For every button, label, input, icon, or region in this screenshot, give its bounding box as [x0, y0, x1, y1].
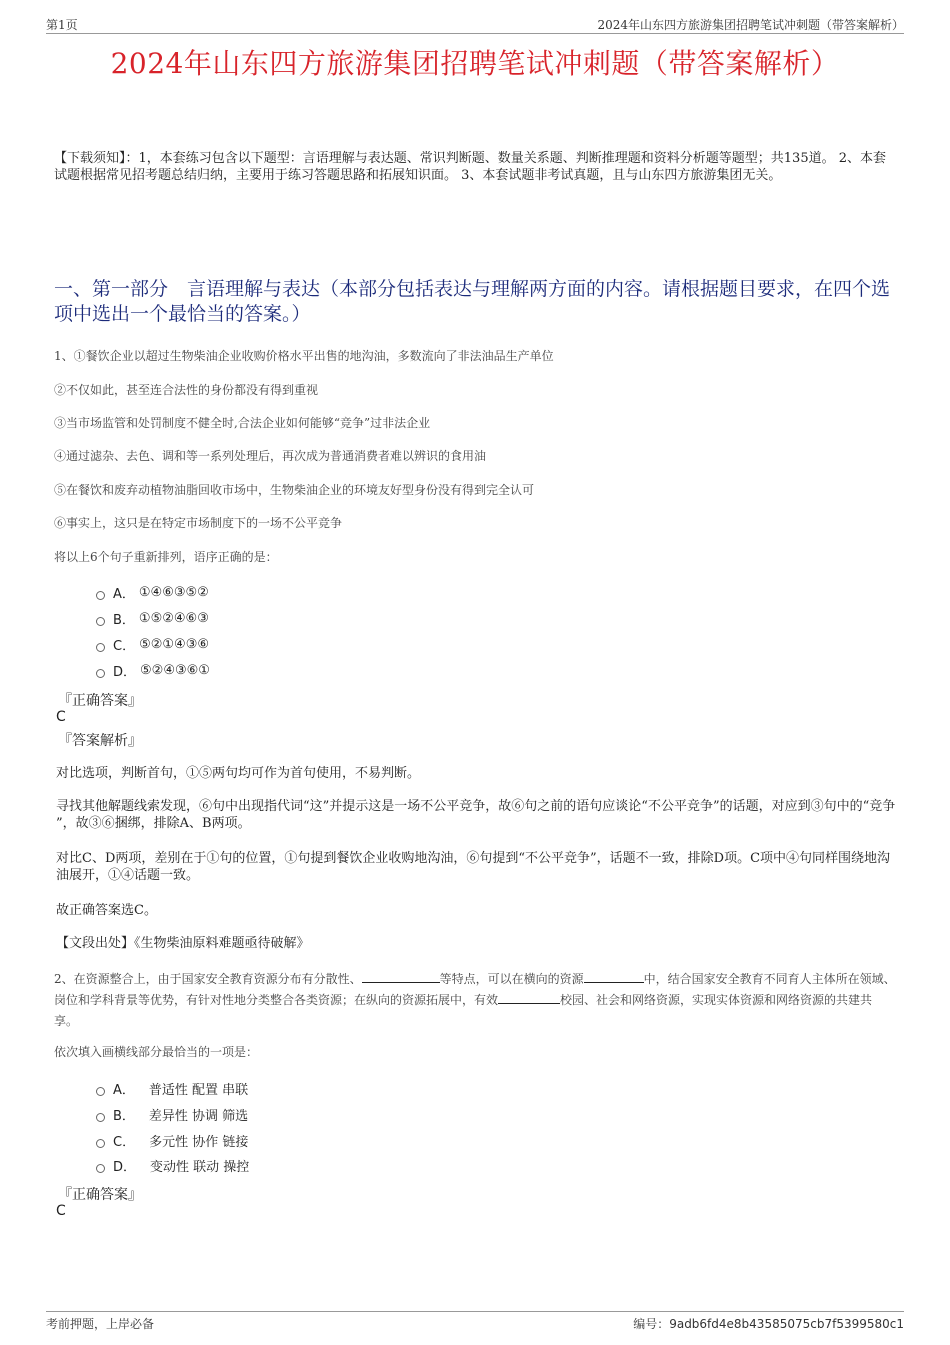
option-label: A．	[113, 587, 135, 602]
q1-option-a[interactable]	[96, 583, 209, 602]
footer-slogan: 考前押题，上岸必备	[46, 1317, 155, 1331]
q2-stem-part-4: 校园、社会和网络资源，实现实体资源和网络资源的共建共享。	[54, 993, 873, 1028]
option-text: 普适性 配置 串联	[148, 1083, 249, 1098]
radio-icon[interactable]	[96, 1113, 105, 1122]
option-label: B．	[113, 613, 135, 628]
header-doc-title: 2024年山东四方旅游集团招聘笔试冲刺题（带答案解析）	[597, 18, 904, 32]
q2-stem-part-1: 2、在资源整合上，由于国家安全教育资源分布有分散性、	[54, 972, 362, 986]
option-label: A．	[113, 1083, 135, 1098]
radio-icon[interactable]	[96, 617, 105, 626]
q2-prompt: 依次填入画横线部分最恰当的一项是：	[54, 1045, 259, 1059]
q1-analysis-3: 对比C、D两项，差别在于①句的位置，①句提到餐饮企业收购地沟油，⑥句提到“不公平竞争”，话题不一致，排除D项。C项中④句同样围绕地沟油展开，①④话题一致。	[56, 851, 891, 883]
q1-sentence-5: ⑤在餐饮和废弃动植物油脂回收市场中，生物柴油企业的环境友好型身份没有得到完全认可	[54, 483, 535, 497]
option-label: C．	[113, 639, 136, 654]
footer-code	[633, 1315, 904, 1332]
q2-option-b[interactable]	[96, 1105, 248, 1124]
q1-sentence-4: ④通过滤杂、去色、调和等一系列处理后，再次成为普通消费者难以辨识的食用油	[54, 449, 487, 463]
option-text: ①⑤②④⑥③	[138, 611, 209, 626]
footer-divider	[46, 1311, 904, 1312]
q1-analysis-1: 对比选项，判断首句，①⑤两句均可作为首句使用，不易判断。	[56, 766, 421, 781]
q1-answer-label: 『正确答案』	[58, 693, 142, 709]
option-text: ⑤②④③⑥①	[140, 663, 210, 678]
q1-option-c[interactable]	[96, 635, 209, 654]
footer-code-value: 9adb6fd4e8b43585075cb7f5399580c1	[669, 1317, 904, 1331]
option-label: C．	[113, 1135, 136, 1150]
q2-option-d[interactable]	[96, 1156, 249, 1175]
q2-answer-label: 『正确答案』	[58, 1187, 142, 1203]
section-heading: 一、第一部分 言语理解与表达（本部分包括表达与理解两方面的内容。请根据题目要求，在四个选项中选出一个最恰当的答案。）	[54, 278, 891, 325]
option-text: 差异性 协调 筛选	[148, 1109, 249, 1124]
radio-icon[interactable]	[96, 1139, 105, 1148]
footer-code-label: 编号：	[633, 1317, 670, 1331]
q1-sentence-3: ③当市场监管和处罚制度不健全时,合法企业如何能够“竞争”过非法企业	[54, 416, 431, 430]
q2-stem-part-2: 等特点，可以在横向的资源	[439, 972, 584, 986]
q2-stem	[54, 969, 896, 1032]
q2-blank-1	[362, 970, 440, 983]
option-text: 变动性 联动 操控	[150, 1160, 250, 1175]
radio-icon[interactable]	[96, 591, 105, 600]
q2-blank-3	[498, 991, 560, 1004]
download-notice: 【下载须知】：1，本套练习包含以下题型：言语理解与表达题、常识判断题、数量关系题、判断推理题和资料分析题等题型；共135道。 2、本套试题根据常见招考题总结归纳，主要用于练习答题思路和拓展知识面。 3、本套试题非考试真题，且与山东四方旅游集团无关。	[54, 151, 886, 183]
q2-option-c[interactable]	[96, 1131, 248, 1150]
q2-blank-2	[584, 970, 644, 983]
q1-source: 【文段出处】《生物柴油原料难题亟待破解》	[56, 936, 310, 951]
q1-sentence-2: ②不仅如此，甚至连合法性的身份都没有得到重视	[54, 383, 319, 397]
q1-analysis-label: 『答案解析』	[58, 733, 142, 749]
q1-analysis-4: 故正确答案选C。	[56, 903, 157, 918]
q1-option-d[interactable]	[96, 661, 210, 680]
option-text: ①④⑥③⑤②	[138, 585, 209, 600]
header-divider	[46, 33, 904, 34]
q1-option-b[interactable]	[96, 609, 209, 628]
q2-stem-part-3: 中，结合国家安全教育不同育人主体所在领域、岗位和学科背景等优势，有针对性地分类整合各类资源；在纵向的资源拓展中，有效	[54, 972, 896, 1007]
q2-option-a[interactable]	[96, 1079, 248, 1098]
q1-sentence-6: ⑥事实上，这只是在特定市场制度下的一场不公平竞争	[54, 516, 343, 530]
option-text: ⑤②①④③⑥	[139, 637, 210, 652]
option-label: D．	[113, 1160, 137, 1175]
radio-icon[interactable]	[96, 1164, 105, 1173]
q1-prompt: 将以上6个句子重新排列，语序正确的是：	[54, 550, 278, 564]
q2-answer: C	[56, 1203, 66, 1219]
option-label: D．	[113, 665, 137, 680]
option-text: 多元性 协作 链接	[149, 1135, 249, 1150]
radio-icon[interactable]	[96, 643, 105, 652]
q1-answer: C	[56, 709, 66, 725]
q1-sentence-1: 1、①餐饮企业以超过生物柴油企业收购价格水平出售的地沟油，多数流向了非法油品生产单位	[54, 349, 554, 363]
q1-analysis-2: 寻找其他解题线索发现，⑥句中出现指代词“这”并提示这是一场不公平竞争，故⑥句之前的语句应谈论“不公平竞争”的话题，对应到③句中的“竞争 ”，故③⑥捆绑，排除A、B两项。	[56, 799, 896, 831]
page-title: 2024年山东四方旅游集团招聘笔试冲刺题（带答案解析）	[110, 47, 840, 80]
radio-icon[interactable]	[96, 1087, 105, 1096]
page-number: 第1页	[46, 18, 78, 32]
radio-icon[interactable]	[96, 669, 105, 678]
option-label: B．	[113, 1109, 135, 1124]
